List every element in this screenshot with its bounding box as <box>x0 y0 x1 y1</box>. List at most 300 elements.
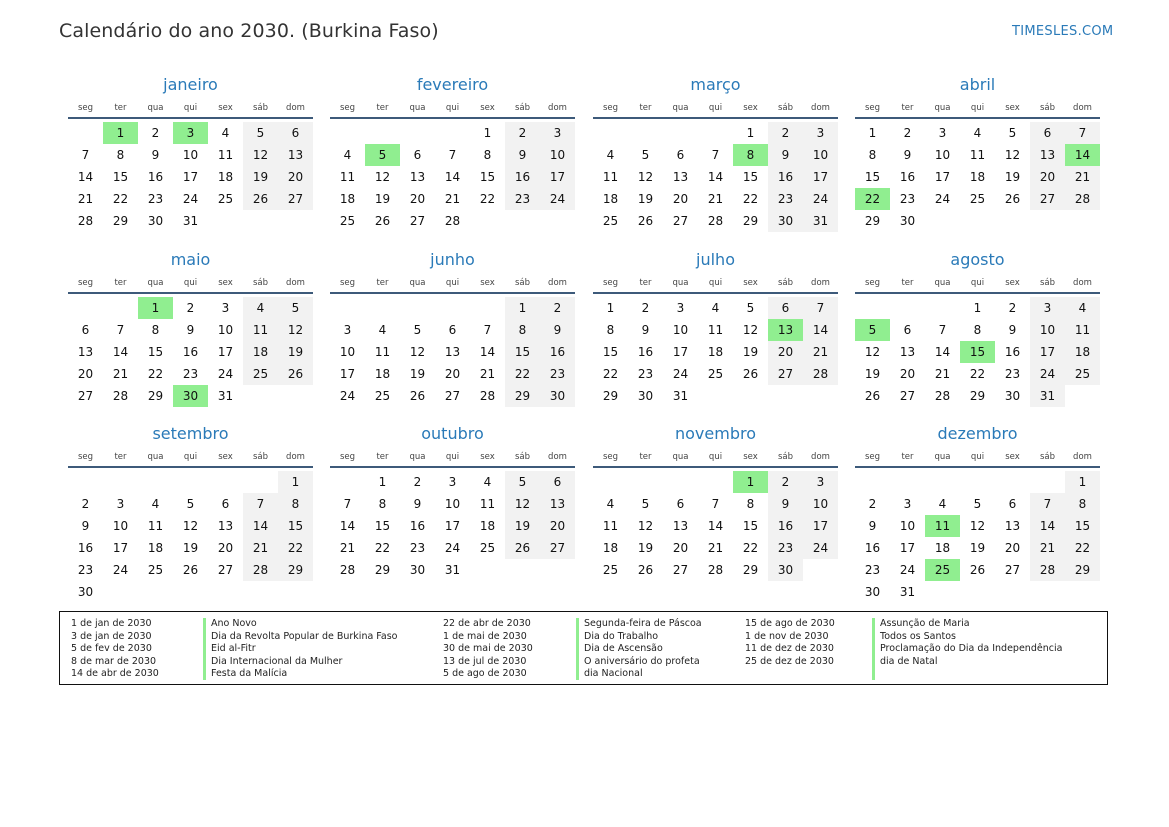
month-name: julho <box>696 250 735 269</box>
day-cell: 13 <box>768 319 803 341</box>
day-cell: 2 <box>540 297 575 319</box>
day-cell: 11 <box>707 323 724 337</box>
empty-day <box>803 559 838 581</box>
legend-date: 13 de jul de 2030 <box>443 655 527 667</box>
day-cell: 16 <box>864 541 881 555</box>
weekday-label: sáb <box>252 103 269 113</box>
day-cell: 11 <box>602 519 619 533</box>
day-cell: 18 <box>934 541 951 555</box>
day-cell: 17 <box>803 166 838 188</box>
day-cell: 3 <box>903 497 912 511</box>
day-cell: 17 <box>182 170 199 184</box>
day-cell: 22 <box>479 192 496 206</box>
day-cell: 8 <box>278 493 313 515</box>
day-cell: 14 <box>444 170 461 184</box>
month-name: novembro <box>675 424 756 443</box>
day-cell: 11 <box>602 170 619 184</box>
day-cell: 27 <box>409 214 426 228</box>
day-cell: 18 <box>217 170 234 184</box>
day-cell: 24 <box>217 367 234 381</box>
day-cell: 11 <box>217 148 234 162</box>
day-cell: 31 <box>899 585 916 599</box>
empty-day <box>960 210 995 232</box>
empty-day <box>925 297 960 319</box>
weekday-label: sex <box>1005 452 1020 462</box>
day-cell: 1 <box>1065 471 1100 493</box>
day-cell: 25 <box>243 363 278 385</box>
week-row <box>330 341 575 363</box>
weekday-label: sáb <box>252 278 269 288</box>
day-cell: 3 <box>343 323 352 337</box>
weekday-label: sex <box>743 278 758 288</box>
empty-day <box>173 581 208 603</box>
month-0 <box>68 74 313 232</box>
day-cell: 13 <box>1030 144 1065 166</box>
weekday-label: ter <box>376 278 389 288</box>
day-cell: 22 <box>112 192 129 206</box>
day-cell: 9 <box>81 519 90 533</box>
day-cell: 26 <box>374 214 391 228</box>
day-cell: 22 <box>742 192 759 206</box>
day-cell: 19 <box>637 192 654 206</box>
day-cell: 27 <box>1030 188 1065 210</box>
day-cell: 26 <box>278 363 313 385</box>
empty-day <box>365 122 400 144</box>
week-row <box>855 341 1100 363</box>
weekday-label: seg <box>77 103 94 113</box>
day-cell: 13 <box>540 493 575 515</box>
week-row <box>593 493 838 515</box>
week-row <box>68 581 313 603</box>
day-cell: 4 <box>606 497 615 511</box>
day-cell: 23 <box>77 563 94 577</box>
day-cell: 28 <box>243 559 278 581</box>
day-cell: 2 <box>1008 301 1017 315</box>
day-cell: 17 <box>934 170 951 184</box>
day-cell: 26 <box>864 389 881 403</box>
day-cell: 3 <box>116 497 125 511</box>
weekday-label: sex <box>743 452 758 462</box>
day-cell: 21 <box>339 541 356 555</box>
day-cell: 23 <box>899 192 916 206</box>
empty-day <box>470 559 505 581</box>
weekday-label: dom <box>1073 278 1092 288</box>
weekday-label: qua <box>147 103 164 113</box>
day-cell: 9 <box>768 144 803 166</box>
day-cell: 13 <box>409 170 426 184</box>
weekday-label: ter <box>376 452 389 462</box>
day-cell: 7 <box>243 493 278 515</box>
weekday-label: ter <box>901 452 914 462</box>
day-cell: 16 <box>768 166 803 188</box>
day-cell: 7 <box>343 497 352 511</box>
legend-date: 1 de nov de 2030 <box>745 630 829 642</box>
day-cell: 23 <box>182 367 199 381</box>
day-cell: 25 <box>707 367 724 381</box>
legend-holiday-name: O aniversário do profeta <box>584 655 700 667</box>
weekday-header <box>68 99 313 119</box>
month-name: abril <box>959 75 996 94</box>
weekday-label: qua <box>147 278 164 288</box>
day-cell: 28 <box>707 214 724 228</box>
day-cell: 17 <box>444 519 461 533</box>
empty-day <box>330 297 365 319</box>
day-cell: 23 <box>637 367 654 381</box>
day-cell: 13 <box>899 345 916 359</box>
day-cell: 13 <box>444 345 461 359</box>
empty-day <box>1065 385 1100 407</box>
day-cell: 6 <box>540 471 575 493</box>
week-row <box>593 341 838 363</box>
weekday-label: seg <box>864 103 881 113</box>
day-cell: 12 <box>637 170 654 184</box>
weekday-label: ter <box>639 452 652 462</box>
day-cell: 2 <box>413 475 422 489</box>
empty-day <box>628 471 663 493</box>
weekday-label: qui <box>708 452 723 462</box>
day-cell: 19 <box>742 345 759 359</box>
day-cell: 22 <box>278 537 313 559</box>
weekday-label: ter <box>901 103 914 113</box>
day-cell: 30 <box>77 585 94 599</box>
day-cell: 18 <box>147 541 164 555</box>
day-cell: 24 <box>112 563 129 577</box>
weekday-header <box>330 448 575 468</box>
day-cell: 20 <box>899 367 916 381</box>
day-cell: 9 <box>641 323 650 337</box>
day-cell: 4 <box>151 497 160 511</box>
weekday-label: seg <box>602 103 619 113</box>
empty-day <box>470 297 505 319</box>
week-row <box>855 537 1100 559</box>
day-cell: 9 <box>505 144 540 166</box>
day-cell: 23 <box>768 537 803 559</box>
day-cell: 27 <box>278 188 313 210</box>
weekday-label: ter <box>114 103 127 113</box>
day-cell: 19 <box>243 166 278 188</box>
day-cell: 15 <box>374 519 391 533</box>
weekday-header <box>68 448 313 468</box>
week-row <box>855 515 1100 537</box>
day-cell: 18 <box>1065 341 1100 363</box>
weekday-label: dom <box>548 103 567 113</box>
empty-day <box>960 471 995 493</box>
day-cell: 19 <box>278 341 313 363</box>
day-cell: 25 <box>147 563 164 577</box>
month-name: outubro <box>421 424 484 443</box>
weekday-header <box>330 274 575 294</box>
empty-day <box>698 122 733 144</box>
weekday-label: qua <box>147 452 164 462</box>
weekday-label: dom <box>811 452 830 462</box>
empty-day <box>505 210 540 232</box>
month-name: junho <box>430 250 475 269</box>
day-cell: 8 <box>973 323 982 337</box>
weekday-label: qui <box>445 278 460 288</box>
day-cell: 20 <box>768 341 803 363</box>
day-cell: 30 <box>173 385 208 407</box>
weekday-label: dom <box>286 103 305 113</box>
day-cell: 27 <box>1004 563 1021 577</box>
day-cell: 12 <box>243 144 278 166</box>
day-cell: 11 <box>969 148 986 162</box>
empty-day <box>628 122 663 144</box>
day-cell: 4 <box>378 323 387 337</box>
day-cell: 19 <box>637 541 654 555</box>
empty-day <box>768 385 803 407</box>
day-cell: 2 <box>768 122 803 144</box>
day-cell: 18 <box>374 367 391 381</box>
weekday-label: qui <box>970 278 985 288</box>
day-cell: 22 <box>855 188 890 210</box>
day-cell: 7 <box>448 148 457 162</box>
day-cell: 5 <box>973 497 982 511</box>
day-cell: 21 <box>479 367 496 381</box>
day-cell: 9 <box>540 319 575 341</box>
empty-day <box>278 385 313 407</box>
week-row <box>593 363 838 385</box>
day-cell: 17 <box>540 166 575 188</box>
empty-day <box>1065 581 1100 603</box>
weekday-label: dom <box>811 103 830 113</box>
day-cell: 15 <box>147 345 164 359</box>
weekday-label: seg <box>77 452 94 462</box>
day-cell: 15 <box>479 170 496 184</box>
weekday-label: sáb <box>1039 278 1056 288</box>
week-row <box>330 471 575 493</box>
empty-day <box>400 122 435 144</box>
day-cell: 29 <box>1065 559 1100 581</box>
day-cell: 10 <box>540 144 575 166</box>
day-cell: 16 <box>768 515 803 537</box>
week-row <box>593 122 838 144</box>
day-cell: 26 <box>182 563 199 577</box>
day-cell: 6 <box>903 323 912 337</box>
day-cell: 13 <box>77 345 94 359</box>
empty-day <box>1030 210 1065 232</box>
day-cell: 10 <box>803 493 838 515</box>
day-cell: 19 <box>505 515 540 537</box>
week-row <box>855 297 1100 319</box>
weekday-label: sex <box>218 278 233 288</box>
day-cell: 5 <box>413 323 422 337</box>
empty-day <box>243 471 278 493</box>
day-cell: 2 <box>81 497 90 511</box>
day-cell: 2 <box>186 301 195 315</box>
day-cell: 31 <box>803 210 838 232</box>
day-cell: 26 <box>243 188 278 210</box>
week-row <box>593 144 838 166</box>
day-cell: 29 <box>278 559 313 581</box>
legend-holiday-name: Dia de Ascensão <box>584 643 663 655</box>
day-cell: 31 <box>217 389 234 403</box>
weekday-label: sex <box>480 452 495 462</box>
day-cell: 29 <box>742 563 759 577</box>
day-cell: 12 <box>374 170 391 184</box>
day-cell: 31 <box>444 563 461 577</box>
day-cell: 6 <box>278 122 313 144</box>
month-2 <box>593 74 838 232</box>
day-cell: 14 <box>707 170 724 184</box>
legend-date: 5 de ago de 2030 <box>443 668 527 680</box>
weekday-header <box>593 274 838 294</box>
weekday-label: ter <box>639 103 652 113</box>
day-cell: 5 <box>186 497 195 511</box>
empty-day <box>593 471 628 493</box>
weekday-label: sex <box>218 452 233 462</box>
month-6 <box>593 249 838 407</box>
day-cell: 6 <box>81 323 90 337</box>
empty-day <box>995 210 1030 232</box>
empty-day <box>68 122 103 144</box>
day-cell: 17 <box>112 541 129 555</box>
site-link[interactable]: TIMESLES.COM <box>1012 24 1114 39</box>
day-cell: 27 <box>77 389 94 403</box>
day-cell: 15 <box>960 341 995 363</box>
day-cell: 30 <box>768 559 803 581</box>
empty-day <box>173 471 208 493</box>
day-cell: 15 <box>278 515 313 537</box>
day-cell: 3 <box>803 122 838 144</box>
empty-day <box>925 471 960 493</box>
weekday-label: sex <box>480 103 495 113</box>
day-cell: 5 <box>505 471 540 493</box>
day-cell: 8 <box>116 148 125 162</box>
day-cell: 2 <box>505 122 540 144</box>
empty-day <box>663 122 698 144</box>
day-cell: 3 <box>173 122 208 144</box>
weekday-label: dom <box>286 452 305 462</box>
empty-day <box>208 210 243 232</box>
empty-day <box>1030 471 1065 493</box>
week-row <box>593 188 838 210</box>
day-cell: 4 <box>938 497 947 511</box>
day-cell: 9 <box>868 519 877 533</box>
day-cell: 7 <box>116 323 125 337</box>
legend-bar <box>203 618 206 680</box>
day-cell: 23 <box>409 541 426 555</box>
day-cell: 10 <box>899 519 916 533</box>
weekday-label: qui <box>183 452 198 462</box>
weekday-label: qui <box>708 278 723 288</box>
day-cell: 28 <box>803 363 838 385</box>
empty-day <box>593 122 628 144</box>
day-cell: 14 <box>1030 515 1065 537</box>
day-cell: 1 <box>505 297 540 319</box>
day-cell: 16 <box>540 341 575 363</box>
day-cell: 7 <box>1065 122 1100 144</box>
day-cell: 8 <box>1065 493 1100 515</box>
day-cell: 14 <box>707 519 724 533</box>
empty-day <box>855 471 890 493</box>
day-cell: 30 <box>768 210 803 232</box>
day-cell: 23 <box>864 563 881 577</box>
holiday-legend <box>59 611 1108 685</box>
weekday-label: seg <box>339 103 356 113</box>
day-cell: 23 <box>147 192 164 206</box>
day-cell: 5 <box>1008 126 1017 140</box>
weekday-label: qui <box>445 103 460 113</box>
day-cell: 7 <box>938 323 947 337</box>
weekday-label: qua <box>409 278 426 288</box>
day-cell: 5 <box>365 144 400 166</box>
day-cell: 24 <box>339 389 356 403</box>
day-cell: 4 <box>483 475 492 489</box>
week-row <box>330 363 575 385</box>
day-cell: 2 <box>641 301 650 315</box>
empty-day <box>540 210 575 232</box>
weekday-label: qui <box>183 278 198 288</box>
week-row <box>330 559 575 581</box>
day-cell: 13 <box>672 170 689 184</box>
legend-holiday-name: Dia Internacional da Mulher <box>211 655 343 667</box>
empty-day <box>698 471 733 493</box>
weekday-label: seg <box>864 452 881 462</box>
day-cell: 10 <box>217 323 234 337</box>
weekday-label: seg <box>602 278 619 288</box>
day-cell: 15 <box>602 345 619 359</box>
day-cell: 11 <box>374 345 391 359</box>
day-cell: 6 <box>1030 122 1065 144</box>
day-cell: 12 <box>969 519 986 533</box>
day-cell: 28 <box>479 389 496 403</box>
week-row <box>68 493 313 515</box>
day-cell: 5 <box>278 297 313 319</box>
day-cell: 29 <box>602 389 619 403</box>
day-cell: 15 <box>505 341 540 363</box>
weekday-label: seg <box>339 278 356 288</box>
day-cell: 25 <box>1065 363 1100 385</box>
day-cell: 19 <box>1004 170 1021 184</box>
day-cell: 28 <box>934 389 951 403</box>
day-cell: 12 <box>864 345 881 359</box>
day-cell: 6 <box>1008 497 1017 511</box>
legend-date: 15 de ago de 2030 <box>745 618 835 629</box>
day-cell: 17 <box>1030 341 1065 363</box>
week-row <box>855 122 1100 144</box>
day-cell: 27 <box>672 563 689 577</box>
day-cell: 24 <box>803 188 838 210</box>
day-cell: 18 <box>969 170 986 184</box>
day-cell: 25 <box>479 541 496 555</box>
month-name: janeiro <box>163 75 218 94</box>
day-cell: 1 <box>868 126 877 140</box>
day-cell: 22 <box>969 367 986 381</box>
day-cell: 28 <box>77 214 94 228</box>
empty-day <box>103 297 138 319</box>
empty-day <box>138 471 173 493</box>
day-cell: 16 <box>637 345 654 359</box>
week-row <box>593 537 838 559</box>
week-row <box>68 122 313 144</box>
weekday-label: sáb <box>1039 452 1056 462</box>
day-cell: 4 <box>243 297 278 319</box>
day-cell: 6 <box>221 497 230 511</box>
page-title: Calendário do ano 2030. (Burkina Faso) <box>59 20 439 42</box>
week-row <box>68 341 313 363</box>
empty-day <box>365 297 400 319</box>
week-row <box>855 385 1100 407</box>
day-cell: 2 <box>151 126 160 140</box>
day-cell: 28 <box>339 563 356 577</box>
day-cell: 4 <box>973 126 982 140</box>
day-cell: 20 <box>672 541 689 555</box>
week-row <box>330 515 575 537</box>
month-name: dezembro <box>937 424 1018 443</box>
day-cell: 11 <box>479 497 496 511</box>
week-row <box>68 188 313 210</box>
day-cell: 21 <box>803 341 838 363</box>
